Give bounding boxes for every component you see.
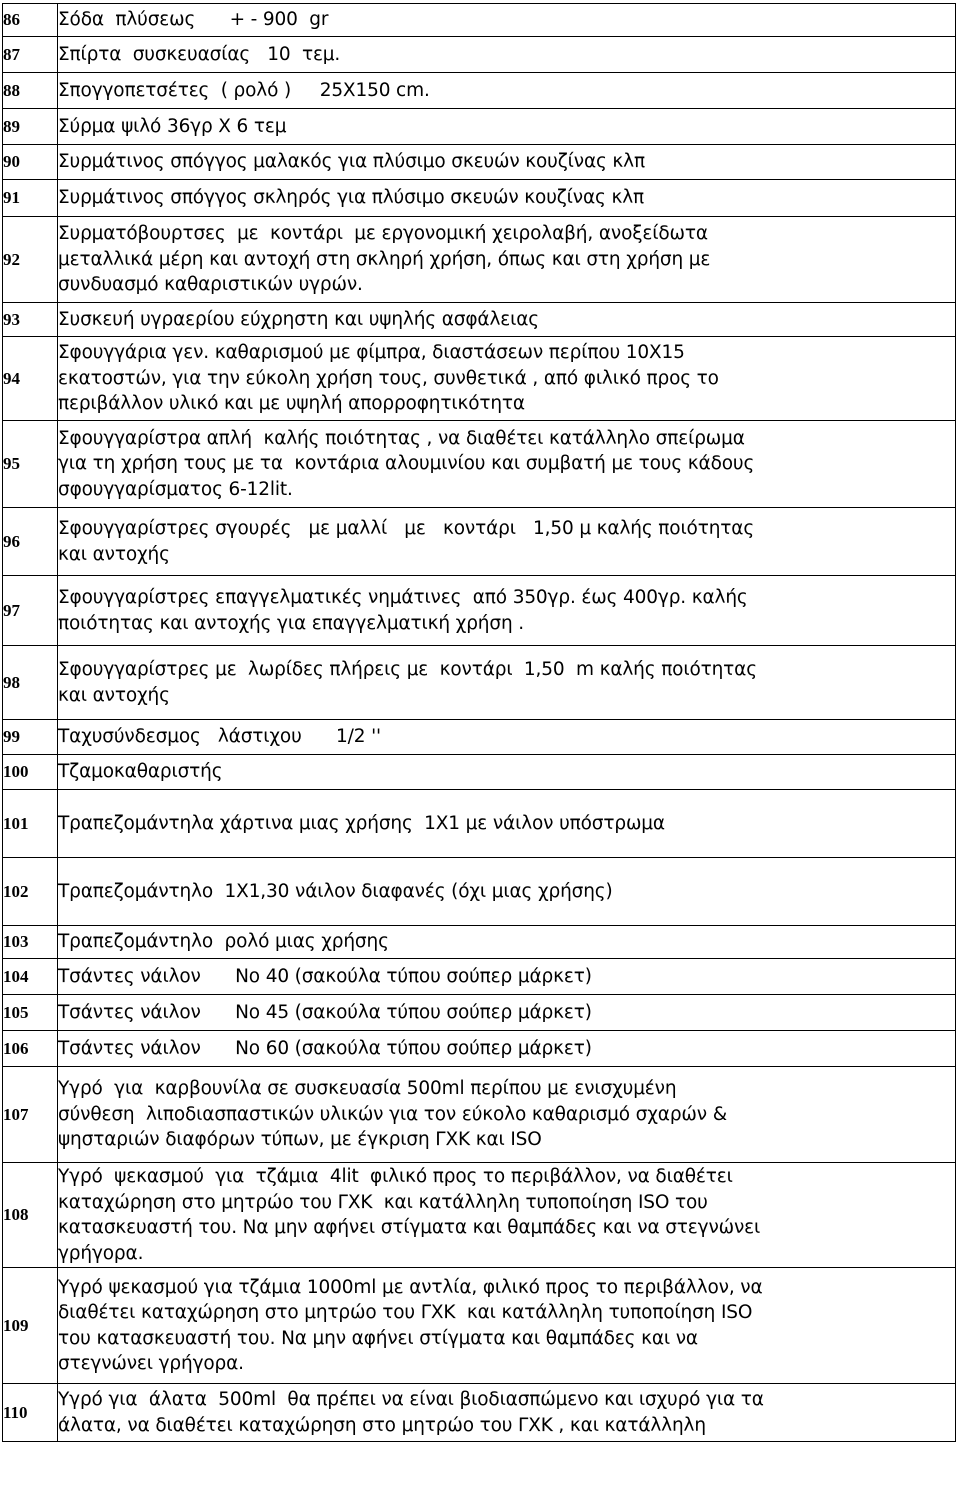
row-number: 95 [3,421,58,508]
row-number: 90 [3,145,58,180]
table-row [3,646,956,720]
description-line: σύνθεση λιποδιασπαστικών υλικών για τον εύκολο καθαρισμό σχαρών & [58,1103,727,1125]
description-line: του κατασκευαστή του. Να μην αφήνει στίγματα και θαμπάδες και να [58,1327,698,1349]
item-description [58,1067,956,1163]
table-row [3,959,956,995]
description-line: Ταχυσύνδεσμος λάστιχου 1/2 '' [58,726,381,748]
description-line: και αντοχής [58,543,170,565]
item-description [58,303,956,337]
item-description [58,576,956,646]
description-line: Τσάντες νάιλον Νο 40 (σακούλα τύπου σούπερ μάρκετ) [58,965,592,987]
description-line: κατασκευαστή του. Να μην αφήνει στίγματα και θαμπάδες και να στεγνώνει [58,1217,761,1238]
item-description [58,180,956,217]
row-number: 103 [3,926,58,959]
row-number: 100 [3,755,58,790]
item-description [58,508,956,576]
item-description [58,995,956,1031]
description-line: Συρμάτινος σπόγγος σκληρός για πλύσιμο σκευών κουζίνας κλπ [58,187,645,209]
table-row [3,73,956,109]
description-line: Τζαμοκαθαριστής [58,761,223,783]
description-line: Σφουγγαρίστρες με λωρίδες πλήρεις με κοντάρι 1,50 m καλής ποιότητας [58,659,757,680]
description-line: περιβάλλον υλικό και με υψηλή απορροφητικότητα [58,393,525,415]
row-number: 105 [3,995,58,1031]
description-line: Τσάντες νάιλον Νο 45 (σακούλα τύπου σούπερ μάρκετ) [58,1001,592,1023]
table-row [3,995,956,1031]
description-line: Συσκευή υγραερίου εύχρηστη και υψηλής ασφάλειας [58,308,539,330]
table-row [3,4,956,37]
item-description [58,790,956,858]
row-number: 94 [3,337,58,421]
description-line: Σφουγγαρίστρες σγουρές με μαλλί με κοντάρι 1,50 μ καλής ποιότητας [58,518,755,539]
row-number: 102 [3,858,58,926]
row-number: 98 [3,646,58,720]
description-line: στεγνώνει γρήγορα. [58,1353,244,1374]
row-number: 92 [3,217,58,303]
item-description [58,926,956,959]
item-description [58,755,956,790]
table-row [3,755,956,790]
description-line: Σφουγγαρίστρες επαγγελματικές νημάτινες από 350γρ. έως 400γρ. καλής [58,587,748,608]
item-description [58,646,956,720]
description-line: διαθέτει καταχώρηση στο μητρώο του ΓΧΚ και κατάλληλη τυποποίηση ISO [58,1302,753,1323]
item-description [58,217,956,303]
item-description [58,1163,956,1268]
description-line: και αντοχής [58,684,170,706]
row-number: 96 [3,508,58,576]
description-line: καταχώρηση στο μητρώο του ΓΧΚ και κατάλληλη τυποποίηση ISO του [58,1191,708,1213]
description-line: εκατοστών, για την εύκολη χρήση τους, συνθετικά , από φιλικό προς το [58,367,719,389]
table-row [3,508,956,576]
table-row [3,303,956,337]
item-description [58,73,956,109]
description-line: Τραπεζομάντηλα χάρτινα μιας χρήσης 1Χ1 με νάιλον υπόστρωμα [58,812,665,834]
description-line: για τη χρήση τους με τα κοντάρια αλουμινίου και συμβατή με τους κάδους [58,453,755,475]
description-line: Τραπεζομάντηλο ρολό μιας χρήσης [58,931,389,953]
description-line: Σφουγγαρίστρα απλή καλής ποιότητας , να διαθέτει κατάλληλο σπείρωμα [58,427,745,449]
table-row [3,720,956,755]
items-table-body [3,4,956,1442]
description-line: μεταλλικά μέρη και αντοχή στη σκληρή χρήση, όπως και στη χρήση με [58,248,711,270]
description-line: σφουγγαρίσματος 6-12lit. [58,478,293,500]
row-number: 110 [3,1384,58,1442]
table-row [3,421,956,508]
row-number: 108 [3,1163,58,1268]
description-line: Σπίρτα συσκευασίας 10 τεμ. [58,43,341,65]
row-number: 87 [3,37,58,73]
row-number: 91 [3,180,58,217]
row-number: 106 [3,1031,58,1067]
table-row [3,858,956,926]
row-number: 104 [3,959,58,995]
table-row [3,217,956,303]
row-number: 88 [3,73,58,109]
description-line: Υγρό ψεκασμού για τζάμια 1000ml με αντλία, φιλικό προς το περιβάλλον, να [58,1276,763,1298]
table-row [3,1163,956,1268]
description-line: Σόδα πλύσεως + - 900 gr [58,9,329,31]
table-row [3,337,956,421]
description-line: γρήγορα. [58,1242,144,1264]
item-description [58,145,956,180]
table-row [3,1384,956,1442]
table-row [3,1268,956,1384]
item-description [58,337,956,421]
row-number: 97 [3,576,58,646]
row-number: 109 [3,1268,58,1384]
item-description [58,720,956,755]
description-line: Υγρό για καρβουνίλα σε συσκευασία 500ml περίπου με ενισχυμένη [58,1078,677,1100]
description-line: Σπογγοπετσέτες ( ρολό ) 25Χ150 cm. [58,79,430,101]
row-number: 101 [3,790,58,858]
description-line: Τραπεζομάντηλο 1Χ1,30 νάιλον διαφανές (όχι μιας χρήσης) [58,880,613,902]
row-number: 99 [3,720,58,755]
table-row [3,109,956,145]
table-row [3,180,956,217]
description-line: συνδυασμό καθαριστικών υγρών. [58,274,363,296]
item-description [58,37,956,73]
item-description [58,1031,956,1067]
description-line: ψησταριών διαφόρων τύπων, με έγκριση ΓΧΚ και ISO [58,1129,542,1151]
row-number: 86 [3,4,58,37]
items-table [2,3,956,1442]
item-description [58,858,956,926]
table-row [3,576,956,646]
row-number: 89 [3,109,58,145]
description-line: Τσάντες νάιλον Νο 60 (σακούλα τύπου σούπερ μάρκετ) [58,1037,592,1059]
item-description [58,959,956,995]
table-row [3,145,956,180]
item-description [58,1268,956,1384]
table-row [3,1067,956,1163]
description-line: Σφουγγάρια γεν. καθαρισμού με φίμπρα, διαστάσεων περίπου 10Χ15 [58,342,685,364]
description-line: ποιότητας και αντοχής για επαγγελματική χρήση . [58,612,524,634]
row-number: 107 [3,1067,58,1163]
table-row [3,1031,956,1067]
description-line: Υγρό για άλατα 500ml θα πρέπει να είναι βιοδιασπώμενο και ισχυρό για τα [58,1389,764,1410]
description-line: Υγρό ψεκασμού για τζάμια 4lit φιλικό προς το περιβάλλον, να διαθέτει [58,1166,733,1187]
item-description [58,4,956,37]
item-description [58,421,956,508]
table-row [3,926,956,959]
table-row [3,790,956,858]
row-number: 93 [3,303,58,337]
description-line: άλατα, να διαθέτει καταχώρηση στο μητρώο του ΓΧΚ , και κατάλληλη [58,1414,706,1436]
description-line: Συρμάτινος σπόγγος μαλακός για πλύσιμο σκευών κουζίνας κλπ [58,151,645,173]
item-description [58,109,956,145]
description-line: Σύρμα ψιλό 36γρ Χ 6 τεμ [58,115,287,137]
description-line: Συρματόβουρτσες με κοντάρι με εργονομική χειρολαβή, ανοξείδωτα [58,223,708,245]
item-description [58,1384,956,1442]
table-row [3,37,956,73]
